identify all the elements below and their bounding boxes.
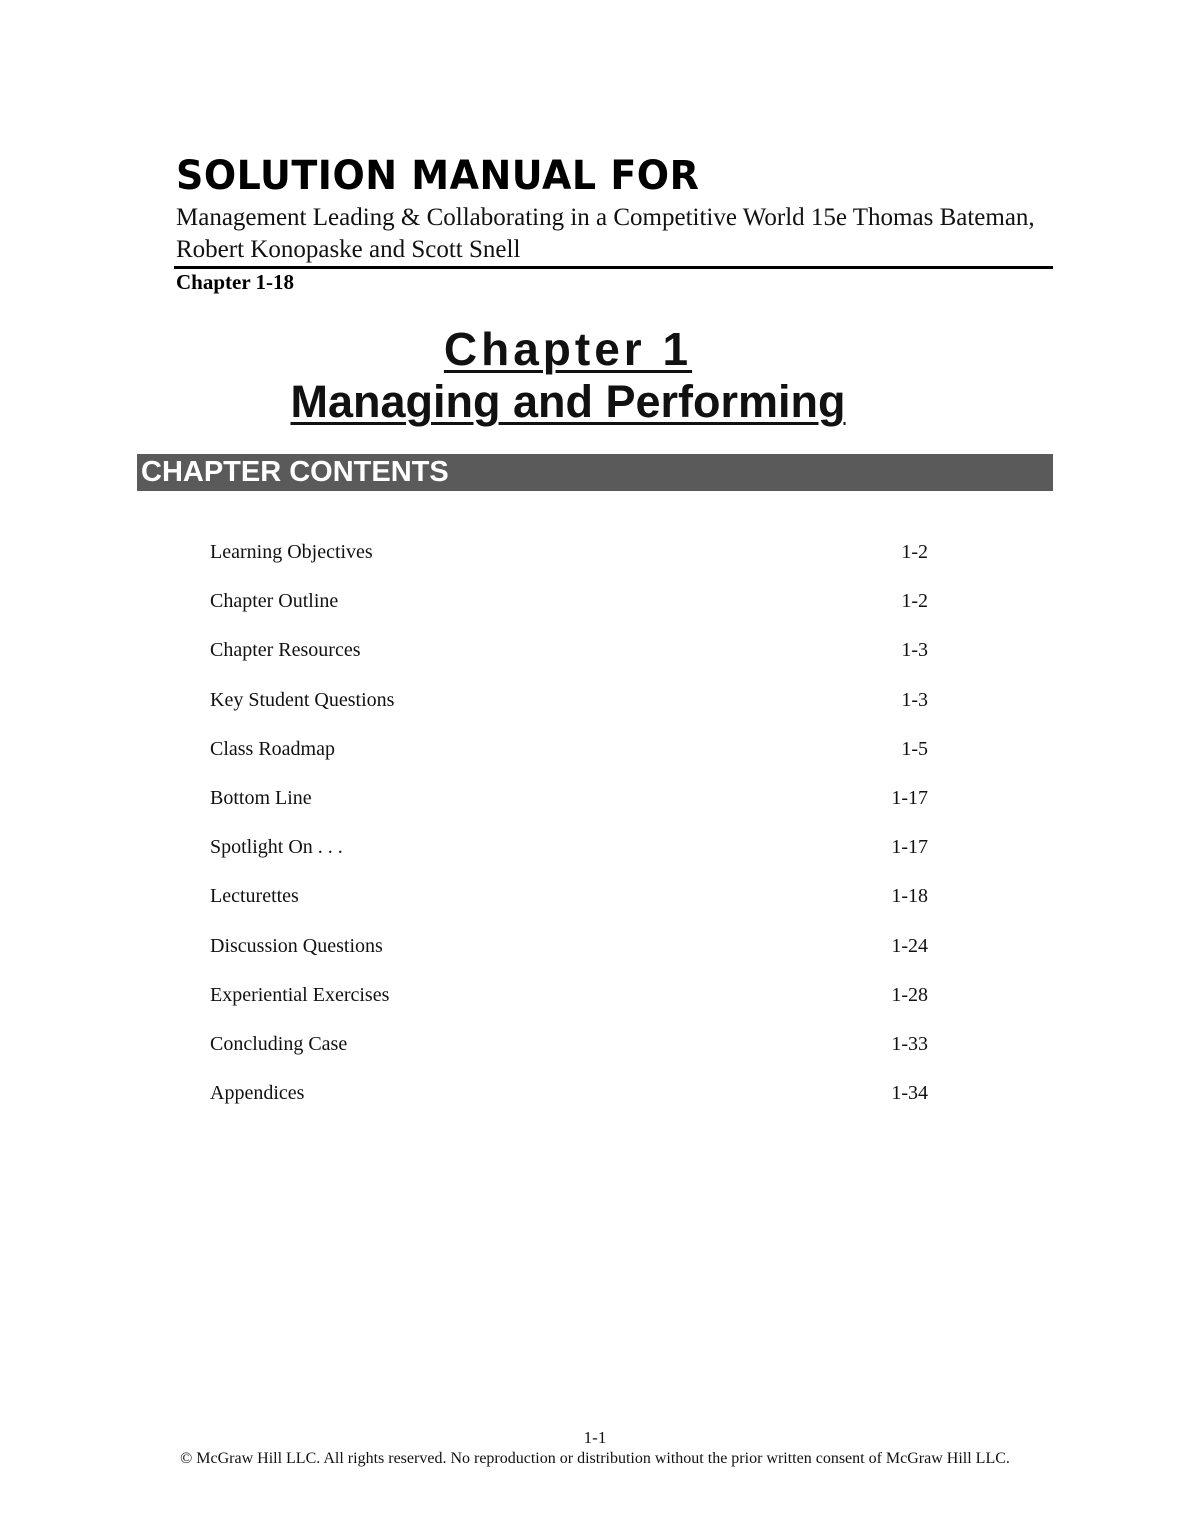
toc-item-label: Chapter Resources: [210, 639, 361, 662]
toc-row-chapter-resources: [210, 635, 928, 684]
toc-row-class-roadmap: [210, 734, 928, 783]
chapter-range-label: Chapter 1-18: [176, 270, 295, 294]
toc-item-page: 1-34: [891, 1082, 928, 1105]
toc-item-page: 1-5: [901, 737, 928, 760]
toc-row-learning-objectives: [210, 537, 928, 586]
toc-row-appendices: [210, 1078, 928, 1127]
toc-row-spotlight-on: [210, 832, 928, 881]
toc-item-page: 1-2: [901, 541, 928, 563]
chapter-contents-banner: [137, 454, 1053, 491]
book-title: Management Leading & Collaborating in a Competitive World 15e Thomas Bateman, Robert Konopaske and Scott Snell: [176, 204, 1035, 263]
toc-row-discussion-questions: [210, 931, 928, 980]
toc-item-page: 1-3: [901, 688, 928, 711]
toc-item-label: Lecturettes: [210, 885, 299, 908]
toc-item-page: 1-28: [891, 983, 928, 1006]
toc-item-label: Experiential Exercises: [210, 983, 390, 1006]
toc-row-bottom-line: [210, 783, 928, 832]
toc-row-key-student-questions: [210, 685, 928, 734]
toc-item-page: 1-33: [891, 1032, 928, 1055]
chapter-name-heading: Managing and Performing: [290, 376, 846, 427]
table-of-contents: [210, 537, 928, 1127]
page-number: 1-1: [583, 1428, 607, 1447]
toc-row-chapter-outline: [210, 586, 928, 635]
toc-item-label: Bottom Line: [210, 786, 312, 809]
toc-item-page: 1-3: [901, 639, 928, 662]
toc-item-page: 1-17: [891, 786, 928, 809]
toc-row-experiential-exercises: [210, 980, 928, 1029]
chapter-number-heading: Chapter 1: [443, 323, 693, 375]
toc-item-label: Discussion Questions: [210, 934, 383, 957]
toc-row-concluding-case: [210, 1029, 928, 1078]
toc-item-label: Appendices: [210, 1082, 305, 1105]
toc-item-label: Concluding Case: [210, 1032, 348, 1055]
chapter-contents-heading: CHAPTER CONTENTS: [141, 456, 449, 488]
toc-item-page: 1-24: [891, 934, 928, 957]
toc-item-page: 1-2: [901, 590, 928, 613]
toc-item-label: Learning Objectives: [210, 541, 373, 563]
toc-item-label: Chapter Outline: [210, 590, 339, 613]
copyright-notice: © McGraw Hill LLC. All rights reserved. No reproduction or distribution without the prior written consent of McGraw Hill LLC.: [180, 1450, 1010, 1467]
toc-item-page: 1-17: [891, 836, 928, 859]
title-divider: [174, 266, 1053, 269]
toc-row-lecturettes: [210, 881, 928, 930]
toc-item-label: Spotlight On . . .: [210, 836, 343, 859]
toc-item-label: Class Roadmap: [210, 737, 335, 760]
toc-item-page: 1-18: [891, 885, 928, 908]
toc-item-label: Key Student Questions: [210, 688, 395, 711]
solution-manual-banner-title: SOLUTION MANUAL FOR: [176, 152, 700, 199]
